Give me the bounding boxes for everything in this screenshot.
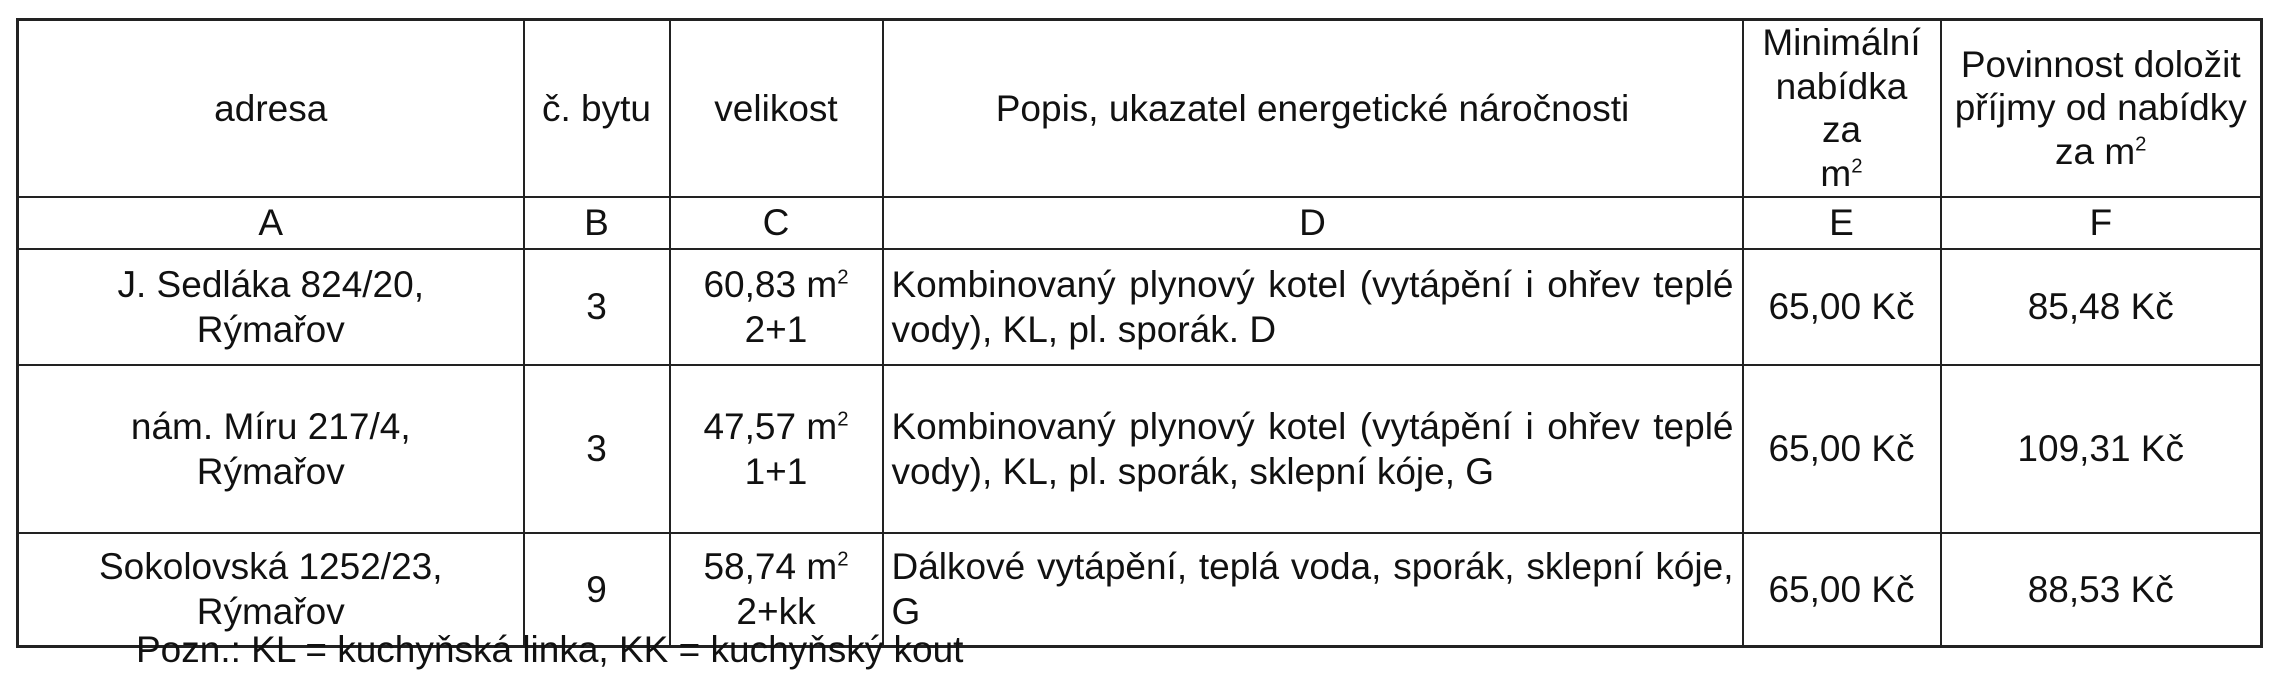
cell-adresa (18, 365, 524, 533)
flats-table-container (16, 18, 2260, 648)
cell-cislo-bytu: 9 (524, 533, 670, 647)
header-row (18, 20, 2262, 197)
cell-popis: Dálkové vytápění, teplá voda, sporák, sklepní kóje, G (883, 533, 1743, 647)
cell-popis: Kombinovaný plynový kotel (vytápění i ohřev teplé vody), KL, pl. sporák, sklepní kóje, G (883, 365, 1743, 533)
column-letter-a: A (18, 197, 524, 249)
column-letter-c: C (670, 197, 883, 249)
adresa-city: Rýmařov (196, 308, 345, 350)
velikost-dispozice: 1+1 (744, 450, 808, 492)
header-min-nabidka-line2: nabídka za (1775, 65, 1908, 151)
column-letter-e: E (1743, 197, 1941, 249)
column-letter-b: B (524, 197, 670, 249)
column-letters-row (18, 197, 2262, 249)
cell-adresa (18, 249, 524, 365)
flats-table (16, 18, 2263, 648)
cell-popis: Kombinovaný plynový kotel (vytápění i ohřev teplé vody), KL, pl. sporák. D (883, 249, 1743, 365)
cell-povinnost: 109,31 Kč (1941, 365, 2262, 533)
table-row (18, 365, 2262, 533)
column-letter-f: F (1941, 197, 2262, 249)
adresa-city: Rýmařov (196, 591, 345, 633)
footnote: Pozn.: KL = kuchyňská linka, KK = kuchyňský kout (136, 629, 964, 670)
header-povinnost-line1: Povinnost doložit (1960, 43, 2241, 85)
adresa-street: J. Sedláka 824/20, (117, 263, 424, 305)
cell-min-nabidka: 65,00 Kč (1743, 533, 1941, 647)
adresa-street: nám. Míru 217/4, (130, 405, 411, 447)
velikost-area-exp: 2 (837, 408, 849, 431)
velikost-area: 60,83 m (703, 263, 838, 305)
header-cislo-bytu: č. bytu (524, 20, 670, 197)
velikost-area: 47,57 m (703, 405, 838, 447)
cell-min-nabidka: 65,00 Kč (1743, 365, 1941, 533)
velikost-area: 58,74 m (703, 546, 838, 588)
cell-povinnost: 88,53 Kč (1941, 533, 2262, 647)
velikost-dispozice: 2+1 (744, 308, 808, 350)
header-min-nabidka-line1: Minimální (1762, 22, 1921, 63)
header-min-nabidka (1743, 20, 1941, 197)
cell-cislo-bytu: 3 (524, 365, 670, 533)
adresa-street: Sokolovská 1252/23, (98, 546, 443, 588)
velikost-area-exp: 2 (837, 548, 849, 571)
velikost-area-exp: 2 (837, 266, 849, 289)
header-povinnost (1941, 20, 2262, 197)
header-min-nabidka-unit: m (1820, 152, 1852, 194)
header-popis: Popis, ukazatel energetické náročnosti (883, 20, 1743, 197)
adresa-city: Rýmařov (196, 450, 345, 492)
header-min-nabidka-unit-exp: 2 (1851, 155, 1863, 178)
header-velikost: velikost (670, 20, 883, 197)
header-adresa: adresa (18, 20, 524, 197)
header-povinnost-exp: 2 (2135, 133, 2147, 156)
cell-cislo-bytu: 3 (524, 249, 670, 365)
cell-povinnost: 85,48 Kč (1941, 249, 2262, 365)
column-letter-d: D (883, 197, 1743, 249)
header-povinnost-line2: příjmy od nabídky (1954, 87, 2247, 129)
header-povinnost-line3: za m (2054, 131, 2136, 173)
velikost-dispozice: 2+kk (736, 591, 816, 633)
cell-velikost (670, 365, 883, 533)
table-row (18, 249, 2262, 365)
cell-velikost (670, 249, 883, 365)
cell-min-nabidka: 65,00 Kč (1743, 249, 1941, 365)
